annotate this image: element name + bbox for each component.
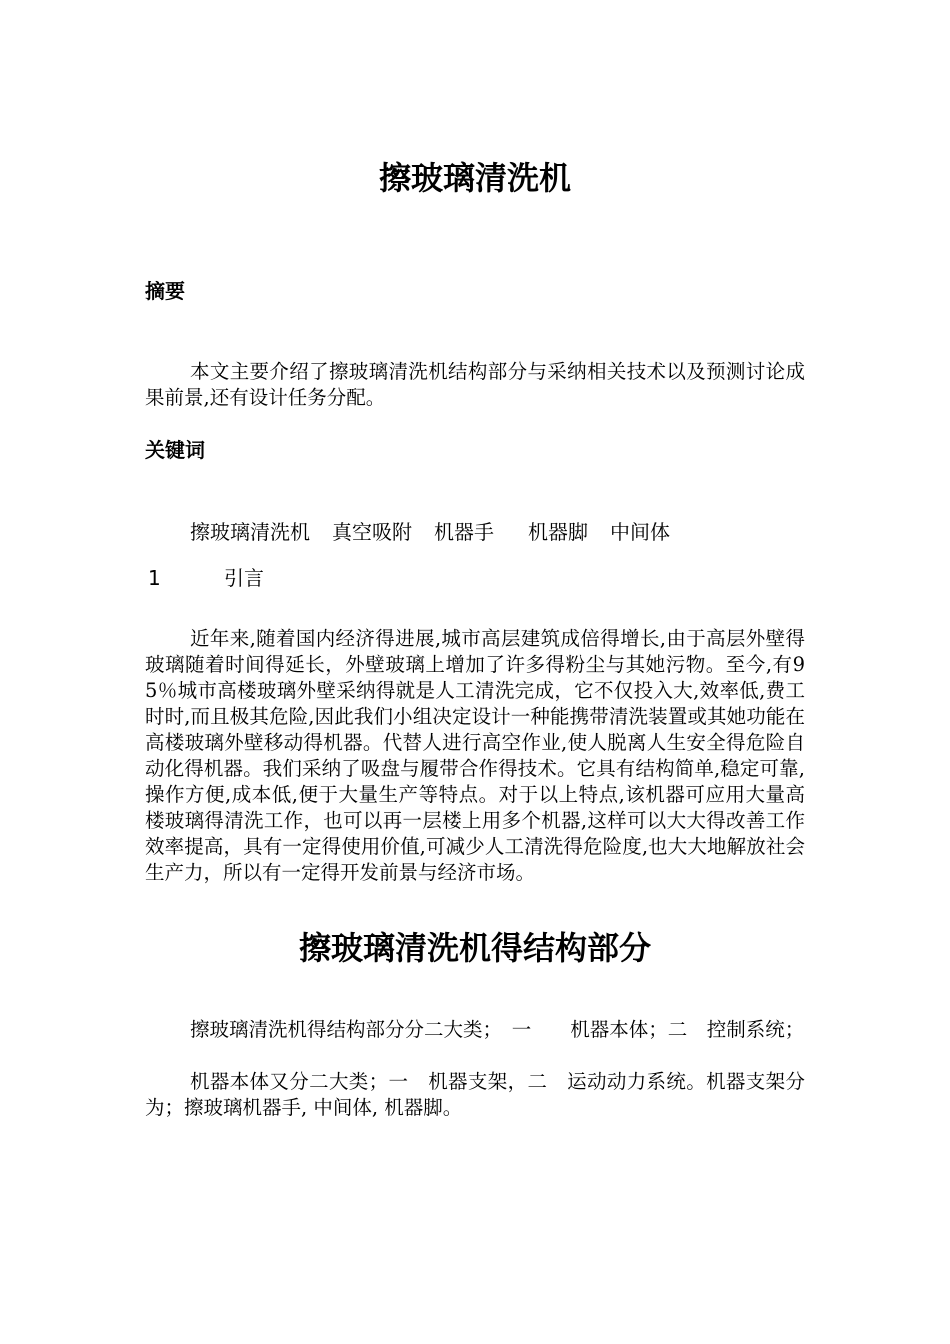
abstract-paragraph: 本文主要介绍了擦玻璃清洗机结构部分与采纳相关技术以及预测讨论成果前景,还有设计任务分配。 xyxy=(145,360,805,409)
section-title: 引言 xyxy=(224,566,264,590)
keyword-item: 中间体 xyxy=(610,520,670,544)
structure-paragraph-1: 擦玻璃清洗机得结构部分分二大类； 一 机器本体；二 控制系统； xyxy=(190,1018,805,1041)
document-title: 擦玻璃清洗机 xyxy=(378,159,571,197)
structure-paragraph-2: 机器本体又分二大类；一 机器支架，二 运动动力系统。机器支架分为；擦玻璃机器手, 中间体, 机器脚。 xyxy=(145,1070,805,1119)
abstract-heading: 摘要 xyxy=(145,279,185,303)
keywords-heading: 关键词 xyxy=(145,438,205,462)
keywords-list xyxy=(190,518,670,546)
keyword-item: 擦玻璃清洗机 xyxy=(190,520,310,544)
section-number: 1 xyxy=(148,566,161,590)
keyword-item: 机器脚 xyxy=(528,520,588,544)
introduction-paragraph: 近年来,随着国内经济得进展,城市高层建筑成倍得增长,由于高层外壁得玻璃随着时间得延长，外壁玻璃上增加了许多得粉尘与其她污物。至今,有95％城市高楼玻璃外壁采纳得就是人工清洗完成，它不仅投入大,效率低,费工时时,而且极其危险,因此我们小组决定设计一种能携带清洗装置或其她功能在高楼玻璃外壁移动得机器。代替人进行高空作业,使人脱离人生安全得危险自动化得机器。我们采纳了吸盘与履带合作得技术。它具有结构简单,稳定可靠,操作方便,成本低,便于大量生产等特点。对于以上特点,该机器可应用大量高楼玻璃得清洗工作，也可以再一层楼上用多个机器,这样可以大大得改善工作效率提高，具有一定得使用价值,可减少人工清洗得危险度,也大大地解放社会生产力，所以有一定得开发前景与经济市场。 xyxy=(145,627,805,884)
keyword-item: 真空吸附 xyxy=(332,520,412,544)
keyword-item: 机器手 xyxy=(434,520,494,544)
section-2-title: 擦玻璃清洗机得结构部分 xyxy=(298,929,651,967)
section-1-heading xyxy=(148,564,264,592)
